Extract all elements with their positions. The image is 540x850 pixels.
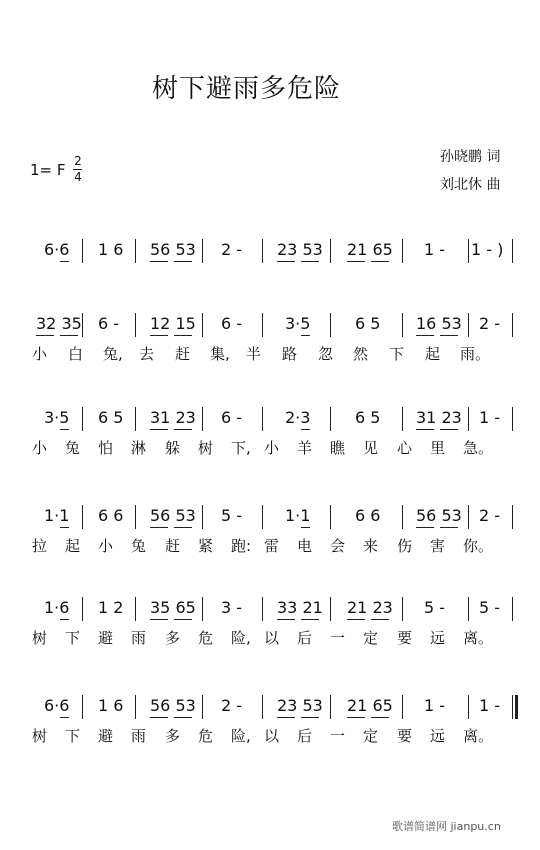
bar-line [135,695,136,719]
lyric-char: 你。 [463,537,494,555]
beam-line [174,429,192,430]
bar-line [330,695,331,719]
beam-line [277,261,295,262]
measure-notes: 6 6 [355,506,381,525]
measure-notes: 3·5 [44,408,70,427]
bar-line [202,407,203,431]
bar-line [82,597,83,621]
final-bar-line [515,695,518,719]
beam-line [347,619,365,620]
bar-line [468,597,469,621]
beam-line [301,619,319,620]
measure-notes: 21 65 [347,240,393,259]
bar-line [512,407,513,431]
measure-notes: 16 53 [416,314,462,333]
measure-notes: 33 21 [277,598,323,617]
bar-line [512,313,513,337]
beam-line [301,429,310,430]
measure-notes: 1·1 [44,506,70,525]
measure-notes: 3 - [221,598,243,617]
lyric-char: 多 [165,727,181,745]
beam-line [301,261,319,262]
lyric-char: 险, [231,629,251,647]
lyric-char: 远 [430,629,446,647]
beam-line [150,335,168,336]
bar-line [330,505,331,529]
lyric-char: 以 [264,727,280,745]
lyric-char: 一 [330,629,346,647]
measure-notes: 21 65 [347,696,393,715]
lyric-char: 雷 [264,537,280,555]
bar-line [512,505,513,529]
lyric-char: 离。 [463,727,494,745]
beam-line [371,717,389,718]
measure-notes: 6 - [221,408,243,427]
bar-line [330,239,331,263]
measure-notes: 1 - ) [471,240,504,259]
lyric-char: 远 [430,727,446,745]
measure-notes: 31 23 [150,408,196,427]
bar-line [82,695,83,719]
measure-notes: 6·6 [44,696,70,715]
lyric-char: 避 [98,629,114,647]
measure-notes: 56 53 [416,506,462,525]
beam-line [347,717,365,718]
bar-line [468,239,469,263]
measure-notes: 1 6 [98,696,124,715]
lyric-char: 树 [198,439,214,457]
lyric-char: 离。 [463,629,494,647]
bar-line [468,505,469,529]
bar-line [262,239,263,263]
measure-notes: 2 - [221,240,243,259]
measure-notes: 2 - [479,314,501,333]
lyric-char: 电 [297,537,313,555]
lyric-char: 危 [198,727,214,745]
lyric-char: 淋 [131,439,147,457]
lyric-char: 起 [425,345,441,363]
bar-line [330,313,331,337]
beam-line [60,335,78,336]
bar-line [202,597,203,621]
lyric-char: 害 [430,537,446,555]
bar-line [82,505,83,529]
lyric-char: 雨 [131,727,147,745]
lyric-char: 避 [98,727,114,745]
bar-line [202,313,203,337]
beam-line [416,429,434,430]
measure-notes: 2·3 [285,408,311,427]
beam-line [277,717,295,718]
measure-notes: 56 53 [150,240,196,259]
bar-line [402,695,403,719]
bar-line [262,407,263,431]
measure-notes: 1 2 [98,598,124,617]
measure-notes: 1 - [479,408,501,427]
lyric-char: 定 [363,629,379,647]
bar-line [135,313,136,337]
measure-notes: 1 - [424,696,446,715]
lyric-char: 下 [65,727,81,745]
lyric-char: 树 [32,629,48,647]
lyric-char: 后 [297,727,313,745]
measure-notes: 1·6 [44,598,70,617]
lyric-char: 危 [198,629,214,647]
measure-notes: 5 - [479,598,501,617]
bar-line [402,313,403,337]
measure-notes: 1·1 [285,506,311,525]
beam-line [416,527,434,528]
beam-line [150,429,168,430]
time-signature-bottom: 4 [74,170,82,184]
measure-notes: 23 53 [277,240,323,259]
measure-notes: 1 - [479,696,501,715]
lyric-char: 来 [363,537,379,555]
lyric-char: 半 [246,345,262,363]
lyric-char: 小 [98,537,114,555]
bar-line [262,313,263,337]
time-signature-top: 2 [74,154,82,168]
lyric-char: 雨 [131,629,147,647]
beam-line [60,261,69,262]
lyric-char: 赶 [165,537,181,555]
lyric-char: 下 [65,629,81,647]
lyric-char: 以 [264,629,280,647]
bar-line [135,505,136,529]
measure-notes: 6·6 [44,240,70,259]
beam-line [277,619,295,620]
lyric-char: 下, [231,439,251,457]
lyric-char: 小 [264,439,280,457]
lyric-char: 要 [397,629,413,647]
bar-line [82,313,83,337]
lyric-char: 雨。 [460,345,491,363]
lyric-char: 赶 [175,345,191,363]
measure-notes: 6 6 [98,506,124,525]
lyric-char: 忽 [318,345,334,363]
lyric-char: 下 [389,345,405,363]
bar-line [468,695,469,719]
lyric-char: 里 [430,439,446,457]
beam-line [416,335,434,336]
measure-notes: 2 - [479,506,501,525]
measure-notes: 56 53 [150,696,196,715]
bar-line [202,695,203,719]
bar-line [262,695,263,719]
beam-line [301,717,319,718]
bar-line [330,597,331,621]
beam-line [174,717,192,718]
song-title: 树下避雨多危险 [152,74,342,104]
lyric-char: 瞧 [330,439,346,457]
lyric-char: 兔, [103,345,123,363]
beam-line [371,619,389,620]
lyric-char: 树 [32,727,48,745]
beam-line [150,527,168,528]
measure-notes: 6 5 [355,408,381,427]
bar-line [262,505,263,529]
bar-line [202,505,203,529]
measure-notes: 6 - [98,314,120,333]
watermark: 歌谱简谱网 jianpu.cn [392,820,501,833]
lyric-char: 多 [165,629,181,647]
lyric-char: 后 [297,629,313,647]
lyric-char: 怕 [98,439,114,457]
bar-line [402,597,403,621]
bar-line [512,695,513,719]
lyric-char: 伤 [397,537,413,555]
lyric-char: 躲 [165,439,181,457]
beam-line [174,619,192,620]
beam-line [174,527,192,528]
beam-line [60,717,69,718]
lyric-char: 见 [363,439,379,457]
bar-line [330,407,331,431]
beam-line [150,619,168,620]
bar-line [468,313,469,337]
lyric-char: 跑: [231,537,252,555]
bar-line [402,407,403,431]
lyric-char: 一 [330,727,346,745]
measure-notes: 2 - [221,696,243,715]
beam-line [174,335,192,336]
lyric-char: 集, [210,345,230,363]
measure-notes: 32 35 [36,314,82,333]
measure-notes: 5 - [424,598,446,617]
bar-line [468,407,469,431]
composer-credit: 刘北休 曲 [440,177,501,193]
bar-line [262,597,263,621]
bar-line [512,597,513,621]
bar-line [202,239,203,263]
beam-line [150,261,168,262]
bar-line [135,239,136,263]
measure-notes: 3·5 [285,314,311,333]
beam-line [371,261,389,262]
bar-line [135,597,136,621]
measure-notes: 6 5 [355,314,381,333]
measure-notes: 23 53 [277,696,323,715]
measure-notes: 56 53 [150,506,196,525]
beam-line [440,335,458,336]
lyricist-credit: 孙晓鹏 词 [440,149,501,165]
bar-line [402,239,403,263]
measure-notes: 6 - [221,314,243,333]
measure-notes: 1 - [424,240,446,259]
beam-line [301,527,310,528]
beam-line [174,261,192,262]
beam-line [36,335,54,336]
measure-notes: 31 23 [416,408,462,427]
bar-line [402,505,403,529]
lyric-char: 兔 [131,537,147,555]
measure-notes: 5 - [221,506,243,525]
beam-line [60,429,69,430]
lyric-char: 险, [231,727,251,745]
beam-line [440,527,458,528]
lyric-char: 兔 [65,439,81,457]
beam-line [60,527,69,528]
lyric-char: 去 [139,345,155,363]
bar-line [82,239,83,263]
beam-line [347,261,365,262]
measure-notes: 12 15 [150,314,196,333]
measure-notes: 21 23 [347,598,393,617]
measure-notes: 35 65 [150,598,196,617]
lyric-char: 羊 [297,439,313,457]
beam-line [150,717,168,718]
lyric-char: 小 [32,439,48,457]
lyric-char: 拉 [32,537,48,555]
bar-line [82,407,83,431]
lyric-char: 心 [397,439,413,457]
measure-notes: 1 6 [98,240,124,259]
lyric-char: 路 [282,345,298,363]
lyric-char: 紧 [198,537,214,555]
bar-line [135,407,136,431]
lyric-char: 定 [363,727,379,745]
beam-line [301,335,310,336]
key-label: 1= F [30,161,66,179]
lyric-char: 会 [330,537,346,555]
measure-notes: 6 5 [98,408,124,427]
lyric-char: 小 [32,345,48,363]
lyric-char: 白 [68,345,84,363]
beam-line [60,619,69,620]
lyric-char: 急。 [463,439,494,457]
bar-line [512,239,513,263]
lyric-char: 要 [397,727,413,745]
lyric-char: 然 [353,345,369,363]
beam-line [440,429,458,430]
lyric-char: 起 [65,537,81,555]
